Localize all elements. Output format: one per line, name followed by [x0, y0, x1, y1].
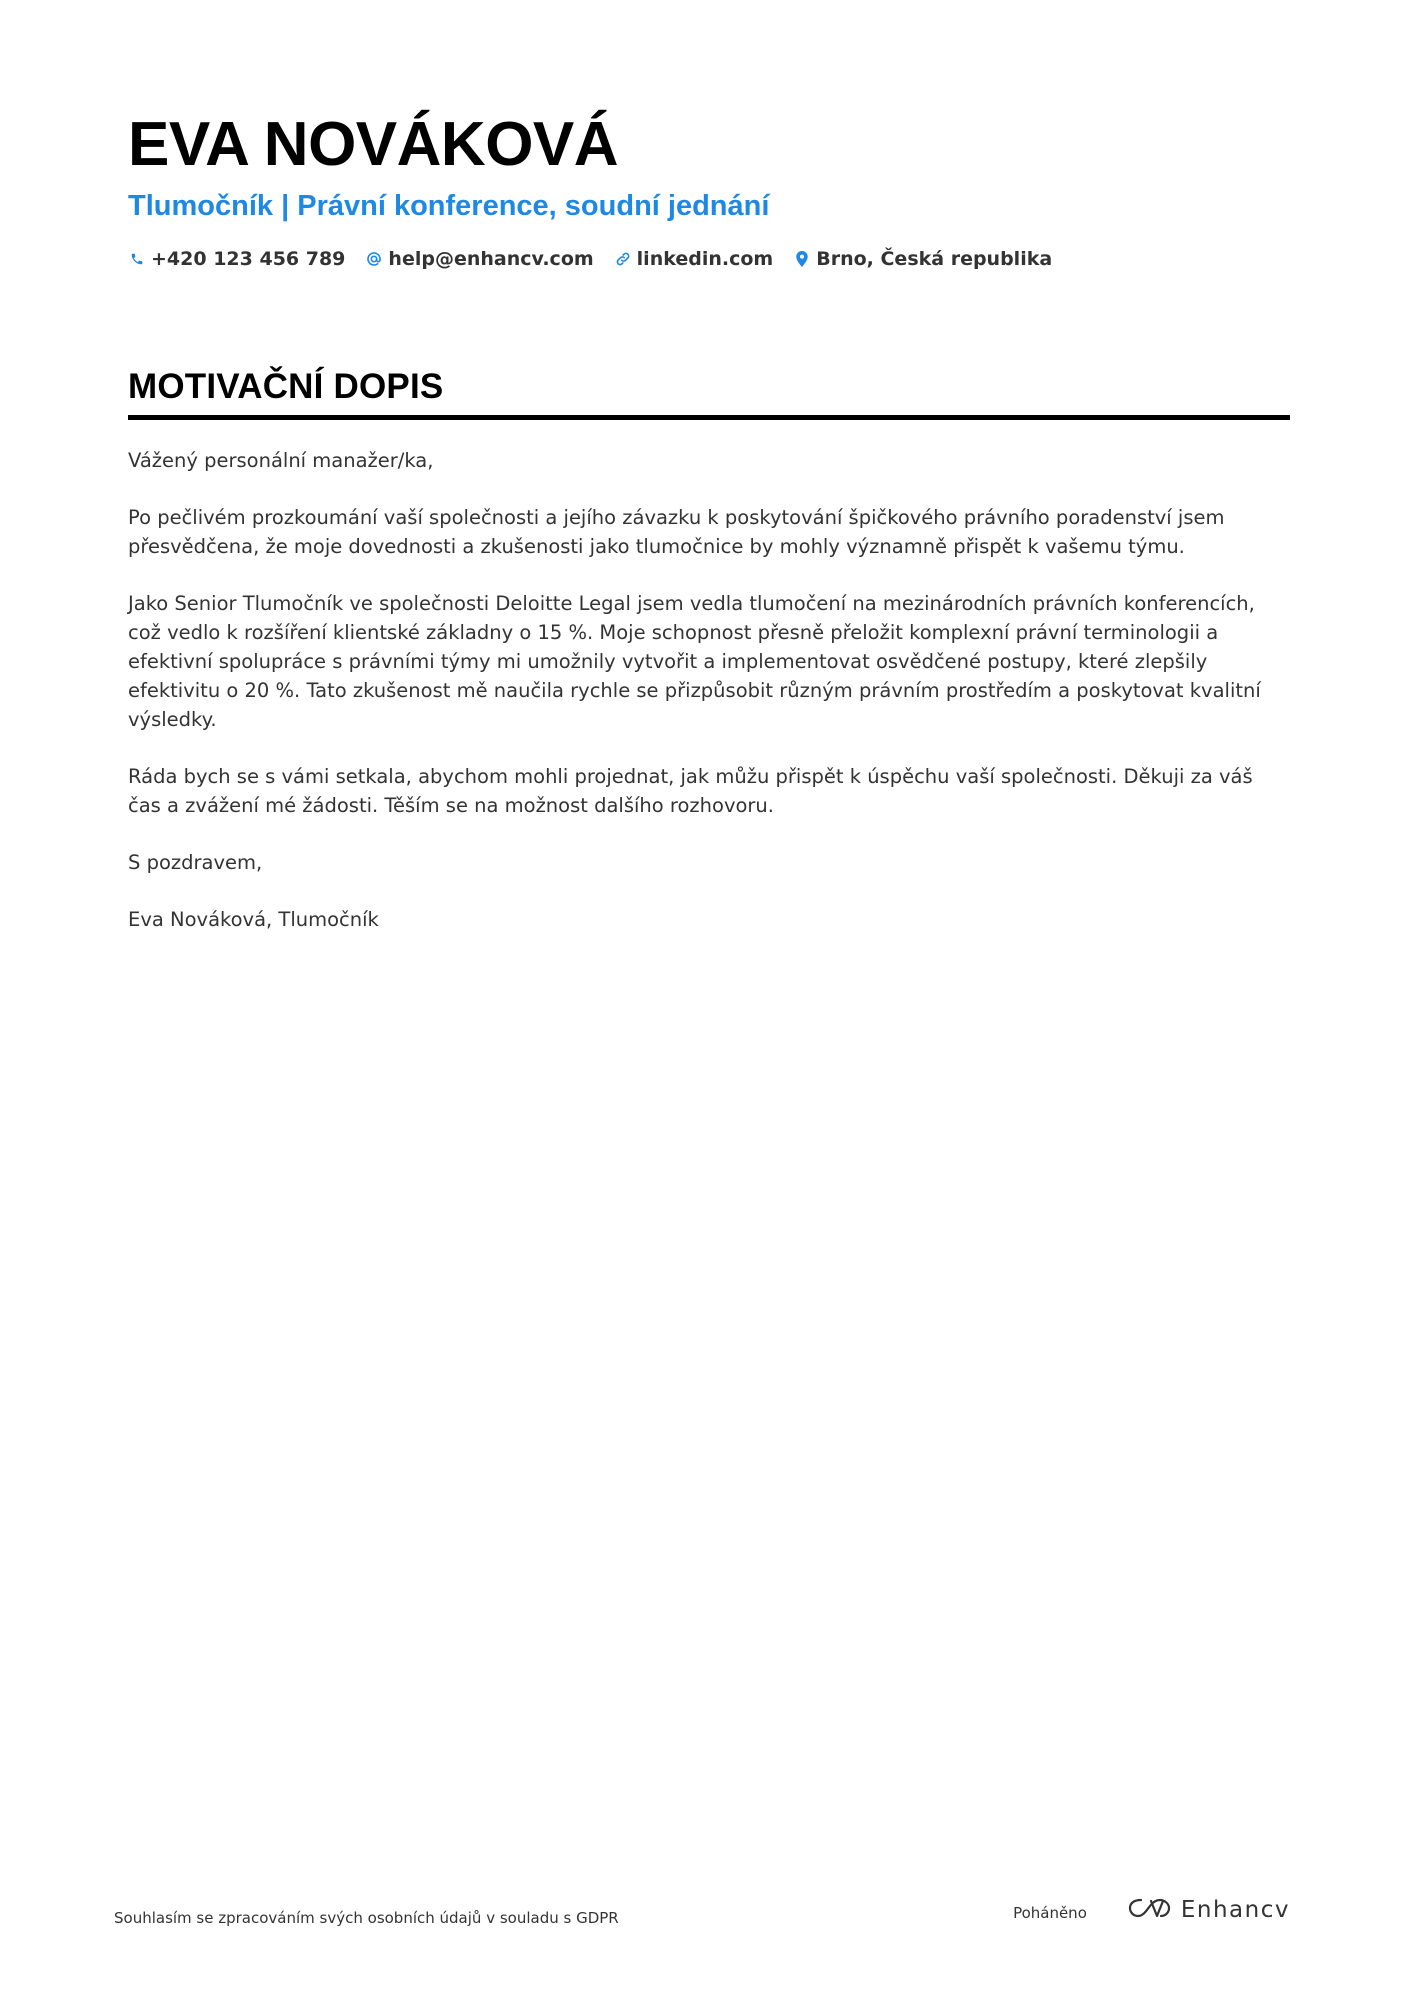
powered-label: Poháněno — [1013, 1904, 1087, 1922]
link-icon — [614, 250, 632, 268]
contact-location — [793, 248, 1052, 270]
letter-closing: S pozdravem, — [128, 851, 263, 874]
location-text: Brno, Česká republika — [816, 248, 1053, 270]
letter-signature: Eva Nováková, Tlumočník — [128, 908, 379, 931]
contact-phone — [128, 248, 345, 270]
linkedin-text: linkedin.com — [636, 248, 774, 270]
powered-by — [1013, 1895, 1290, 1926]
footer — [114, 1890, 1290, 1930]
brand-name: Enhancv — [1180, 1897, 1290, 1923]
candidate-title: Tlumočník | Právní konference, soudní jednání — [128, 190, 770, 222]
candidate-name: EVA NOVÁKOVÁ — [128, 110, 619, 179]
phone-text: +420 123 456 789 — [151, 248, 346, 270]
location-pin-icon — [793, 250, 811, 268]
letter-paragraph: Po pečlivém prozkoumání vaší společnosti a jejího závazku k poskytování špičkového právního poradenství jsem přesvědčena, že moje dovednosti a zkušenosti jako tlumočnice by mohly významně přispět k vašemu týmu. — [128, 506, 1225, 558]
section-title: MOTIVAČNÍ DOPIS — [128, 367, 444, 406]
contact-linkedin — [614, 248, 774, 270]
at-icon — [365, 250, 383, 268]
enhancv-logo-icon — [1127, 1895, 1173, 1926]
letter-greeting: Vážený personální manažer/ka, — [128, 449, 434, 472]
email-text: help@enhancv.com — [388, 248, 594, 270]
cover-letter-section — [128, 363, 1290, 962]
contact-bar — [128, 248, 1288, 270]
phone-icon — [128, 250, 146, 268]
enhancv-brand-link[interactable] — [1127, 1895, 1290, 1926]
header — [128, 106, 1288, 270]
section-divider — [128, 415, 1290, 420]
gdpr-consent-text: Souhlasím se zpracováním svých osobních údajů v souladu s GDPR — [114, 1909, 619, 1927]
letter-body — [128, 446, 1290, 934]
letter-paragraph: Jako Senior Tlumočník ve společnosti Deloitte Legal jsem vedla tlumočení na mezinárodních právních konferencích, což vedlo k rozšíření klientské základny o 15 %. Moje schopnost přesně přeložit komplexní právní terminologii a efektivní spolupráce s právními týmy mi umožnily vytvořit a implementovat osvědčené postupy, které zlepšily efektivitu o 20 %. Tato zkušenost mě naučila rychle se přizpůsobit různým právním prostředím a poskytovat kvalitní výsledky. — [128, 592, 1261, 731]
contact-email — [365, 248, 593, 270]
letter-paragraph: Ráda bych se s vámi setkala, abychom mohli projednat, jak můžu přispět k úspěchu vaší společnosti. Děkuji za váš čas a zvážení mé žádosti. Těším se na možnost dalšího rozhovoru. — [128, 765, 1253, 817]
